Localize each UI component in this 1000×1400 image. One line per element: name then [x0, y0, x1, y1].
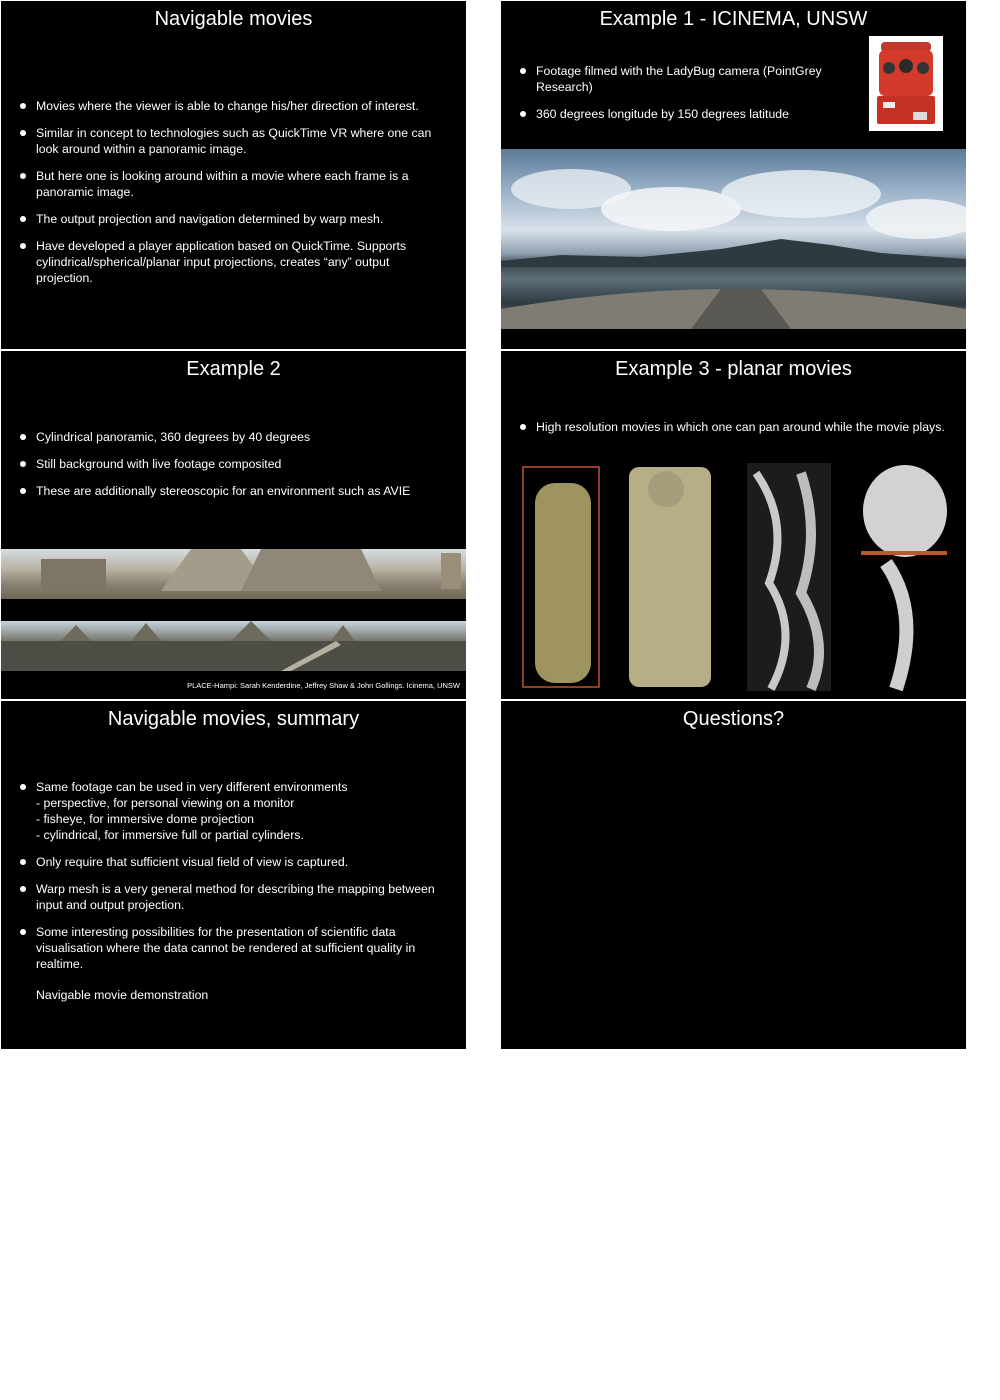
volume-render-images	[501, 463, 966, 691]
bullet-dot-icon	[20, 103, 26, 109]
bullet-dot-icon	[20, 130, 26, 136]
bullet-dot-icon	[20, 461, 26, 467]
bullet-item: Similar in concept to technologies such as QuickTime VR where one can look around within a panoramic image.	[1, 125, 466, 157]
slide-title: Navigable movies, summary	[107, 708, 360, 730]
camera-icon	[869, 36, 943, 131]
bullet-list	[1, 779, 466, 983]
bullet-item: Still background with live footage composited	[1, 456, 466, 472]
bullet-item: High resolution movies in which one can pan around while the movie plays.	[501, 419, 966, 435]
lake-panorama-icon	[501, 149, 966, 329]
slide-questions	[501, 701, 966, 1049]
slide-title: Example 2	[186, 358, 281, 380]
bullet-dot-icon	[520, 111, 526, 117]
bullet-list	[1, 98, 466, 297]
bullet-dot-icon	[20, 886, 26, 892]
bullet-item: Warp mesh is a very general method for describing the mapping between input and output projection.	[1, 881, 466, 913]
bullet-dot-icon	[20, 784, 26, 790]
slide-example-1	[501, 1, 966, 349]
bullet-dot-icon	[20, 216, 26, 222]
sub-item: - perspective, for personal viewing on a monitor	[36, 796, 295, 810]
bullet-dot-icon	[520, 68, 526, 74]
bullet-item: But here one is looking around within a movie where each frame is a panoramic image.	[1, 168, 466, 200]
bullet-item: 360 degrees longitude by 150 degrees latitude	[501, 106, 966, 122]
slide-example-2	[1, 351, 466, 699]
slide-title: Questions?	[682, 708, 785, 730]
demo-label: Navigable movie demonstration	[36, 988, 209, 1002]
bullet-item: These are additionally stereoscopic for an environment such as AVIE	[1, 483, 466, 499]
bullet-dot-icon	[20, 488, 26, 494]
bullet-item: Cylindrical panoramic, 360 degrees by 40 degrees	[1, 429, 466, 445]
sub-item: - fisheye, for immersive dome projection	[36, 812, 255, 826]
bullet-item: Footage filmed with the LadyBug camera (PointGrey Research)	[501, 63, 966, 95]
slide-example-3	[501, 351, 966, 699]
bullet-dot-icon	[20, 929, 26, 935]
bullet-list	[1, 429, 466, 510]
slide-title: Navigable movies	[154, 8, 313, 30]
bullet-dot-icon	[20, 243, 26, 249]
slide-summary	[1, 701, 466, 1049]
temple-panorama-icon	[1, 621, 466, 671]
bullet-item: Same footage can be used in very different environments - perspective, for personal viewing on a monitor - fisheye, for immersive dome projection - cylindrical, for immersive full or partial cylinders.	[1, 779, 466, 843]
bullet-item: Only require that sufficient visual field of view is captured.	[1, 854, 466, 870]
bullet-item: Have developed a player application based on QuickTime. Supports cylindrical/spherical/planar input projections, creates “any” output projection.	[1, 238, 466, 286]
bullet-item: Movies where the viewer is able to change his/her direction of interest.	[1, 98, 466, 114]
bullet-dot-icon	[520, 424, 526, 430]
slide-title: Example 1 - ICINEMA, UNSW	[599, 8, 868, 30]
photo-credit: PLACE-Hampi: Sarah Kenderdine, Jeffrey Shaw & John Gollings. Icinema, UNSW	[187, 681, 460, 690]
bullet-list	[501, 419, 966, 446]
bullet-dot-icon	[20, 859, 26, 865]
ladybug-camera-image	[869, 36, 943, 131]
slide-title: Example 3 - planar movies	[615, 358, 852, 380]
bullet-dot-icon	[20, 434, 26, 440]
bullet-dot-icon	[20, 173, 26, 179]
slide-navigable-movies	[1, 1, 466, 349]
bullet-item: The output projection and navigation determined by warp mesh.	[1, 211, 466, 227]
ruins-panorama-icon	[1, 549, 466, 599]
cylindrical-panorama-temple	[1, 621, 466, 671]
sub-item: - cylindrical, for immersive full or partial cylinders.	[36, 828, 304, 842]
mummy-ct-render-icon	[501, 463, 966, 691]
bullet-item: Some interesting possibilities for the presentation of scientific data visualisation where the data cannot be rendered at sufficient quality in realtime.	[1, 924, 466, 972]
spherical-panorama-image	[501, 149, 966, 329]
cylindrical-panorama-ruins	[1, 549, 466, 599]
